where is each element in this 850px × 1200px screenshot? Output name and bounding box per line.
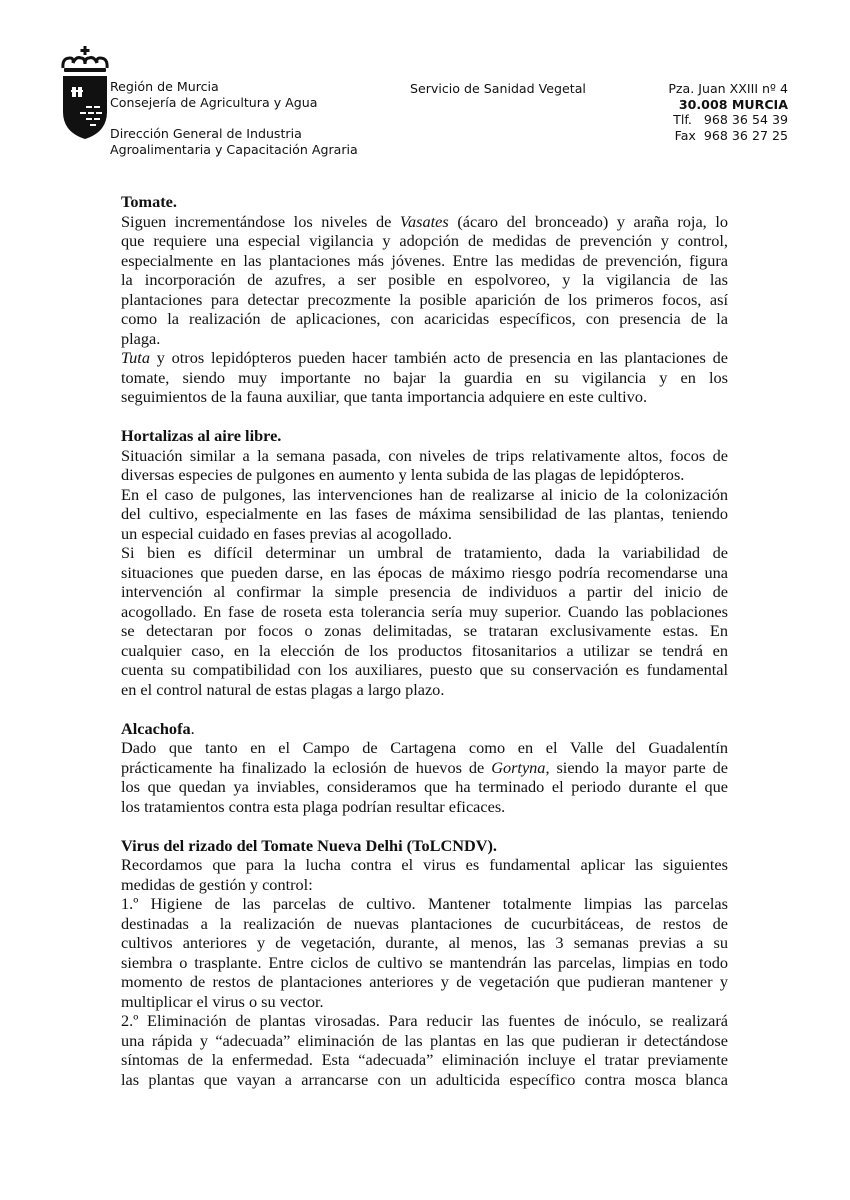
paragraph-line: que requiere una especial vigilancia y adopción de medidas de prevención y control, [121, 231, 728, 250]
italic-term: Gortyna [491, 757, 546, 777]
paragraph-line: seguimientos de la fauna auxiliar, que tanta importancia adquiere en este cultivo. [121, 387, 648, 406]
paragraph-line: multiplicar el virus o su vector. [121, 991, 324, 1011]
section [121, 719, 728, 817]
paragraph-line: Situación similar a la semana pasada, con niveles de trips relativamente altos, focos de [121, 445, 728, 465]
paragraph-line: 1.º Higiene de las parcelas de cultivo. Mantener totalmente limpias las parcelas [121, 894, 728, 913]
org-name: Región de Murcia [110, 79, 219, 94]
paragraph-line: plantaciones para detectar precozmente la posible aparición de los primeros focos, así [121, 289, 728, 309]
paragraph-line: la incorporación de azufres, a ser posible en espolvoreo, y la vigilancia de las [121, 270, 728, 289]
address-fax: Fax 968 36 27 25 [674, 127, 788, 143]
paragraph-line: cuenta su compatibilidad con los auxiliares, puesto que su conservación es fundamental [121, 660, 728, 679]
paragraph-line: En el caso de pulgones, las intervenciones han de realizarse al inicio de la colonización [121, 484, 728, 504]
paragraph-line: intervención al confirmar la simple presencia de individuos a partir del inicio de [121, 582, 728, 601]
paragraph-line: tomate, siendo muy importante no bajar la guardia en su vigilancia y en los [121, 367, 728, 387]
section-heading: Virus del rizado del Tomate Nueva Delhi (ToLCNDV). [121, 835, 497, 855]
paragraph-line: medidas de gestión y control: [121, 874, 313, 894]
paragraph-line: Tuta y otros lepidópteros pueden hacer también acto de presencia en las plantaciones de [121, 348, 728, 367]
document-body [121, 192, 728, 1109]
organization-block [110, 79, 358, 158]
paragraph-line: especialmente en las plantaciones más jóvenes. Entre las medidas de prevención, figura [121, 250, 728, 270]
paragraph-line: Si bien es difícil determinar un umbral de tratamiento, dada la variabilidad de [121, 543, 728, 562]
paragraph-line: las plantas que vayan a arrancarse con un adulticida específico contra mosca blanca [121, 1069, 728, 1089]
directorate-line-2: Agroalimentaria y Capacitación Agraria [110, 142, 358, 157]
paragraph-line: cultivos anteriores y de vegetación, durante, al menos, las 3 semanas previas a su [121, 933, 728, 952]
paragraph-line: los tratamientos contra esta plaga podrían resultar eficaces. [121, 796, 506, 816]
address-block [668, 81, 788, 143]
paragraph-line: 2.º Eliminación de plantas virosadas. Para reducir las fuentes de inóculo, se realizará [121, 1011, 728, 1030]
region-murcia-crest-icon [60, 46, 110, 140]
paragraph-line: como la realización de aplicaciones, con acaricidas específicos, con presencia de la [121, 309, 728, 328]
italic-term: Tuta [121, 348, 150, 367]
directorate-line-1: Dirección General de Industria [110, 126, 302, 141]
paragraph-line: Recordamos que para la lucha contra el virus es fundamental aplicar las siguientes [121, 855, 728, 874]
address-phone: Tlf. 968 36 54 39 [673, 112, 788, 127]
org-department: Consejería de Agricultura y Agua [110, 95, 318, 110]
paragraph-line: acogollado. En fase de roseta esta tolerancia sería muy superior. Cuando las poblaciones [121, 601, 728, 621]
paragraph-line: situaciones que pueden darse, en las épocas de máximo riesgo podría recomendarse una [121, 562, 728, 582]
paragraph-line: cualquier caso, en la elección de los productos fitosanitarios a utilizar se tendrá en [121, 640, 728, 660]
paragraph-line: se detectaran por focos o zonas delimitadas, se trataran exclusivamente estas. En [121, 621, 728, 640]
paragraph-line: siembra o trasplante. Entre ciclos de cultivo se mantendrán las parcelas, limpias en todo [121, 952, 728, 972]
paragraph-line: en el control natural de estas plagas a largo plazo. [121, 679, 445, 699]
paragraph-line: plaga. [121, 328, 161, 348]
section-heading: Hortalizas al aire libre. [121, 426, 282, 445]
paragraph-line: del cultivo, especialmente en las fases de máxima sensibilidad de las plantas, teniendo [121, 504, 728, 523]
heading-suffix: . [190, 718, 195, 738]
paragraph-line: destinadas a la realización de nuevas plantaciones de cucurbitáceas, de restos de [121, 913, 728, 933]
paragraph-line: diversas especies de pulgones en aumento y lenta subida de las plagas de lepidópteros. [121, 465, 685, 484]
section [121, 192, 728, 407]
section [121, 426, 728, 699]
address-street: Pza. Juan XXIII nº 4 [668, 81, 788, 96]
paragraph-line: Dado que tanto en el Campo de Cartagena como en el Valle del Guadalentín [121, 738, 728, 757]
paragraph-line: síntomas de la enfermedad. Esta “adecuada” eliminación incluye el tratar previamente [121, 1050, 728, 1069]
service-name: Servicio de Sanidad Vegetal [410, 81, 586, 96]
paragraph-line: momento de restos de plantaciones anteriores y de vegetación que pudieran mantener y [121, 972, 728, 991]
paragraph-line: una rápida y “adecuada” eliminación de las plantas en las que pudieran ir detectándose [121, 1030, 728, 1050]
italic-term: Vasates [399, 211, 449, 231]
address-city: 30.008 MURCIA [678, 96, 788, 112]
paragraph-line: los que quedan ya inviables, consideramos que ha terminado el periodo durante el que [121, 777, 728, 796]
paragraph-line: Siguen incrementándose los niveles de Vasates (ácaro del bronceado) y araña roja, lo [121, 211, 728, 231]
paragraph-line: un especial cuidado en fases previas al acogollado. [121, 523, 452, 543]
section [121, 836, 728, 1090]
paragraph-line: prácticamente ha finalizado la eclosión de huevos de Gortyna, siendo la mayor parte de [121, 757, 729, 777]
section-heading: Tomate. [121, 192, 177, 211]
section-heading: Alcachofa. [121, 718, 195, 738]
